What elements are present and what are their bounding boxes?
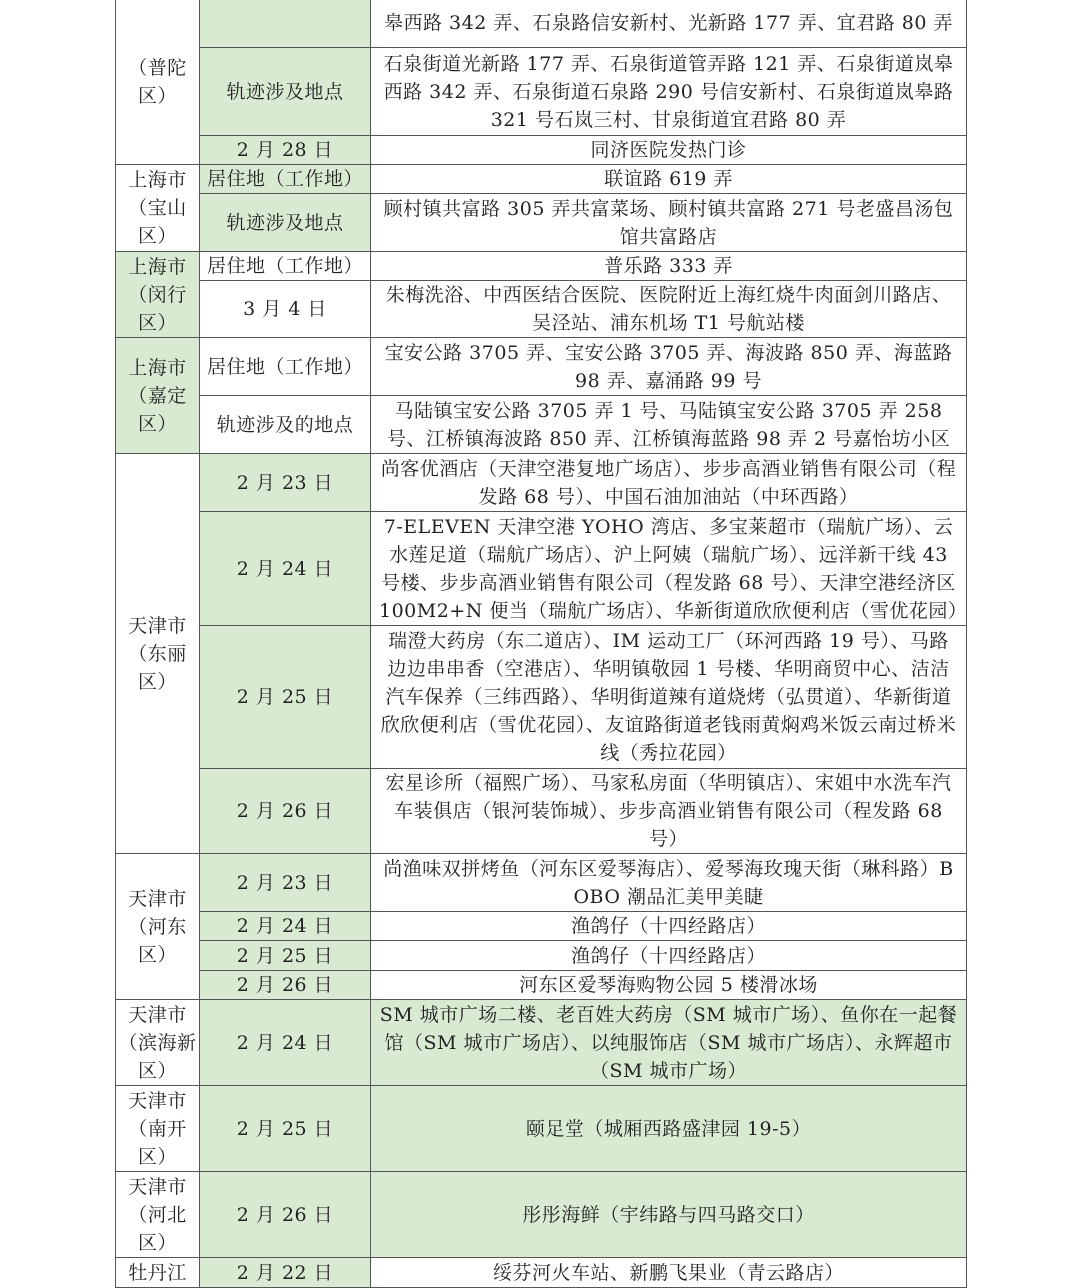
detail-cell: 颐足堂（城厢西路盛津园 19-5） bbox=[371, 1086, 967, 1172]
label-cell: 2 月 24 日 bbox=[200, 512, 371, 626]
detail-cell: 渔鸽仔（十四经路店） bbox=[371, 912, 967, 941]
label-cell: 2 月 23 日 bbox=[200, 854, 371, 912]
label-cell: 轨迹涉及的地点 bbox=[200, 396, 371, 454]
table-row bbox=[116, 0, 967, 48]
detail-cell: 尚渔味双拼烤鱼（河东区爱琴海店）、爱琴海玫瑰天街（琳科路）BOBO 潮品汇美甲美睫 bbox=[371, 854, 967, 912]
label-cell: 2 月 24 日 bbox=[200, 912, 371, 941]
detail-cell: 宏星诊所（福熙广场）、马家私房面（华明镇店）、宋姐中水洗车汽车装俱店（银河装饰城）、步步高酒业销售有限公司（程发路 68 号） bbox=[371, 769, 967, 854]
label-cell: 2 月 26 日 bbox=[200, 769, 371, 854]
label-cell: 2 月 26 日 bbox=[200, 1172, 371, 1258]
region-cell: 天津市（东丽区） bbox=[116, 454, 200, 854]
detail-cell: 绥芬河火车站、新鹏飞果业（青云路店） bbox=[371, 1258, 967, 1288]
label-cell: 轨迹涉及地点 bbox=[200, 194, 371, 252]
label-cell: 居住地（工作地） bbox=[200, 338, 371, 396]
label-cell: 2 月 22 日 bbox=[200, 1258, 371, 1288]
detail-cell: 皋西路 342 弄、石泉路信安新村、光新路 177 弄、宜君路 80 弄 bbox=[371, 0, 967, 48]
table-row bbox=[116, 941, 967, 971]
region-cell: 天津市（河东区） bbox=[116, 854, 200, 1000]
label-cell: 轨迹涉及地点 bbox=[200, 48, 371, 136]
detail-cell: 瑞澄大药房（东二道店）、IM 运动工厂（环河西路 19 号）、马路边边串串香（空港店）、华明镇敬园 1 号楼、华明商贸中心、洁洁汽车保养（三纬西路）、华明街道辣有道烧烤（弘贯道）、华新街道欣欣便利店（雪优花园）、友谊路街道老钱雨黄焖鸡米饭云南过桥米线（秀拉花园） bbox=[371, 626, 967, 769]
table-row bbox=[116, 1172, 967, 1258]
label-cell bbox=[200, 0, 371, 48]
detail-cell: 普乐路 333 弄 bbox=[371, 252, 967, 281]
label-cell: 2 月 26 日 bbox=[200, 971, 371, 1000]
region-cell: （普陀区） bbox=[116, 0, 200, 165]
label-cell: 居住地（工作地） bbox=[200, 252, 371, 281]
table-row bbox=[116, 971, 967, 1000]
table-row bbox=[116, 1086, 967, 1172]
region-cell: 天津市（滨海新区） bbox=[116, 1000, 200, 1086]
detail-cell: 河东区爱琴海购物公园 5 楼滑冰场 bbox=[371, 971, 967, 1000]
table-row bbox=[116, 454, 967, 512]
label-cell: 3 月 4 日 bbox=[200, 281, 371, 338]
detail-cell: 石泉街道光新路 177 弄、石泉街道管弄路 121 弄、石泉街道岚皋西路 342 弄、石泉街道石泉路 290 号信安新村、石泉街道岚皋路 321 号石岚三村、甘泉街道宜君路 80 弄 bbox=[371, 48, 967, 136]
detail-cell: 渔鸽仔（十四经路店） bbox=[371, 941, 967, 971]
table-row bbox=[116, 165, 967, 194]
label-cell: 2 月 25 日 bbox=[200, 626, 371, 769]
detail-cell: 朱梅洗浴、中西医结合医院、医院附近上海红烧牛肉面剑川路店、吴泾站、浦东机场 T1 号航站楼 bbox=[371, 281, 967, 338]
table-row bbox=[116, 1258, 967, 1288]
table-row bbox=[116, 252, 967, 281]
detail-cell: SM 城市广场二楼、老百姓大药房（SM 城市广场）、鱼你在一起餐馆（SM 城市广场店）、以纯服饰店（SM 城市广场店）、永辉超市（SM 城市广场） bbox=[371, 1000, 967, 1086]
detail-cell: 彤彤海鲜（宇纬路与四马路交口） bbox=[371, 1172, 967, 1258]
table-row bbox=[116, 136, 967, 165]
table-row bbox=[116, 281, 967, 338]
label-cell: 居住地（工作地） bbox=[200, 165, 371, 194]
label-cell: 2 月 24 日 bbox=[200, 1000, 371, 1086]
detail-cell: 7-ELEVEN 天津空港 YOHO 湾店、多宝莱超市（瑞航广场）、云水莲足道（瑞航广场店）、沪上阿姨（瑞航广场）、远洋新干线 43 号楼、步步高酒业销售有限公司（程发路 68 号）、天津空港经济区 100M2+N 便当（瑞航广场店）、华新街道欣欣便利店（雪优花园） bbox=[371, 512, 967, 626]
detail-cell: 顾村镇共富路 305 弄共富菜场、顾村镇共富路 271 号老盛昌汤包馆共富路店 bbox=[371, 194, 967, 252]
detail-cell: 尚客优酒店（天津空港复地广场店）、步步高酒业销售有限公司（程发路 68 号）、中国石油加油站（中环西路） bbox=[371, 454, 967, 512]
detail-cell: 马陆镇宝安公路 3705 弄 1 号、马陆镇宝安公路 3705 弄 258 号、江桥镇海波路 850 弄、江桥镇海蓝路 98 弄 2 号嘉怡坊小区 bbox=[371, 396, 967, 454]
detail-cell: 同济医院发热门诊 bbox=[371, 136, 967, 165]
label-cell: 2 月 25 日 bbox=[200, 941, 371, 971]
label-cell: 2 月 28 日 bbox=[200, 136, 371, 165]
region-cell: 牡丹江 bbox=[116, 1258, 200, 1288]
region-cell: 上海市（嘉定区） bbox=[116, 338, 200, 454]
table-row bbox=[116, 626, 967, 769]
table-row bbox=[116, 854, 967, 912]
table-row bbox=[116, 338, 967, 396]
label-cell: 2 月 25 日 bbox=[200, 1086, 371, 1172]
region-cell: 天津市（河北区） bbox=[116, 1172, 200, 1258]
detail-cell: 联谊路 619 弄 bbox=[371, 165, 967, 194]
detail-cell: 宝安公路 3705 弄、宝安公路 3705 弄、海波路 850 弄、海蓝路 98 弄、嘉涌路 99 号 bbox=[371, 338, 967, 396]
table-row bbox=[116, 48, 967, 136]
trajectory-table bbox=[115, 0, 967, 1288]
table-row bbox=[116, 769, 967, 854]
table-row bbox=[116, 512, 967, 626]
region-cell: 上海市（闵行区） bbox=[116, 252, 200, 338]
region-cell: 上海市（宝山区） bbox=[116, 165, 200, 252]
table-row bbox=[116, 1000, 967, 1086]
region-cell: 天津市（南开区） bbox=[116, 1086, 200, 1172]
table-row bbox=[116, 912, 967, 941]
table-row bbox=[116, 396, 967, 454]
table-row bbox=[116, 194, 967, 252]
label-cell: 2 月 23 日 bbox=[200, 454, 371, 512]
